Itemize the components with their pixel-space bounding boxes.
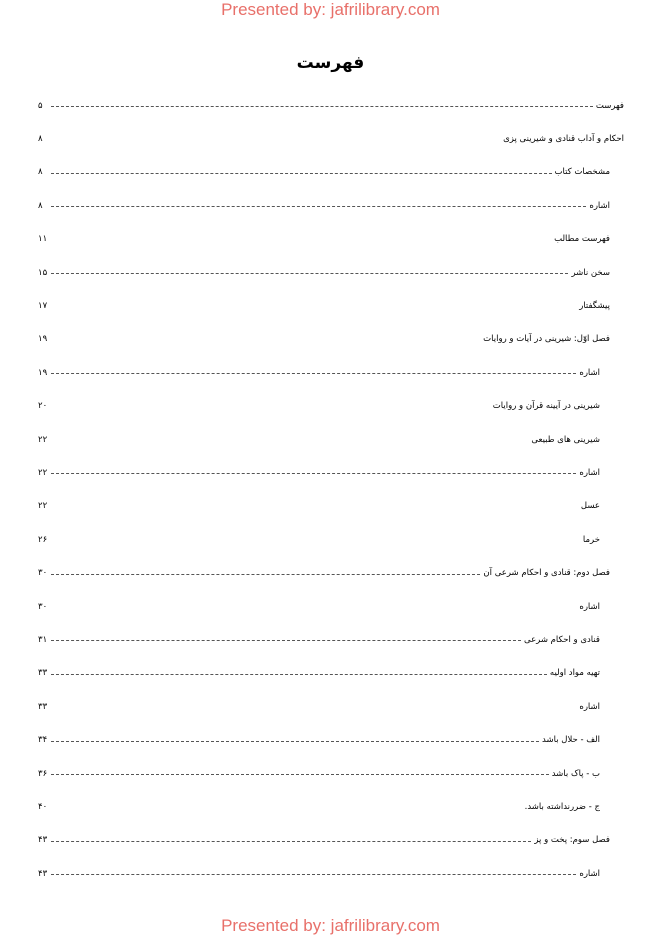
toc-page-number: ۳۶ [38,768,48,779]
toc-entry-label: فهرست مطالب [554,234,610,245]
toc-entry[interactable] [38,790,624,823]
toc-entry[interactable] [38,256,624,289]
toc-leader [51,774,549,775]
toc-entry-label: شیرینی های طبیعی [531,434,600,445]
toc-leader [51,173,552,174]
toc-page-number: ۲۲ [38,434,48,445]
toc-entry-label: شیرینی در آیینه قرآن و روایات [492,401,600,412]
toc-entry-label: فصل دوم: قنادی و احکام شرعی آن [483,568,610,579]
toc-entry-label: اشاره [579,467,600,478]
toc-entry-label: خرما [582,534,600,545]
watermark-top: Presented by: jafrilibrary.com [221,0,440,19]
toc-page-number: ۳۱ [38,634,48,645]
toc-entry[interactable] [38,590,624,623]
toc-entry-label: اشاره [579,601,600,612]
toc-page-number: ۳۰ [38,601,48,612]
toc-page-number: ۳۳ [38,701,48,712]
toc-page-number: ۳۳ [38,668,48,679]
toc-entry[interactable] [38,824,624,857]
toc-page-number: ۲۲ [38,501,48,512]
toc-entry[interactable] [38,390,624,423]
toc-page-number: ۲۲ [38,467,48,478]
toc-entry-label: احکام و آداب قنادی و شیرینی پزی [503,134,624,145]
toc-page-number: ۱۹ [38,367,48,378]
toc-entry[interactable] [38,657,624,690]
toc-leader [51,473,576,474]
toc-leader [51,574,480,575]
toc-entry[interactable] [38,690,624,723]
toc-page-number: ۸ [38,200,43,211]
toc-leader [51,640,521,641]
toc-leader [51,841,531,842]
toc-leader [51,373,576,374]
toc-entry[interactable] [38,356,624,389]
toc-entry-label: الف - حلال باشد [542,735,600,746]
toc-entry[interactable] [38,223,624,256]
toc-page-number: ۴۳ [38,868,48,879]
toc-entry-label: پیشگفتار [579,301,610,312]
toc-entry[interactable] [38,89,624,122]
toc-entry-label: ب - پاک باشد [551,768,600,779]
toc-leader [51,674,547,675]
toc-entry-label: تهیه مواد اولیه [549,668,600,679]
toc-leader [51,206,586,207]
toc-entry-label: اشاره [579,701,600,712]
table-of-contents [38,89,624,890]
toc-entry[interactable] [38,556,624,589]
page-title: فهرست [296,53,365,73]
toc-entry[interactable] [38,289,624,322]
toc-leader [51,874,576,875]
toc-entry[interactable] [38,122,624,155]
toc-entry[interactable] [38,857,624,890]
toc-page-number: ۸ [38,167,43,178]
toc-leader [51,273,568,274]
toc-entry-label: ج - ضررنداشته باشد. [524,801,600,812]
toc-page-number: ۴۳ [38,835,48,846]
toc-entry[interactable] [38,523,624,556]
watermark-bottom: Presented by: jafrilibrary.com [221,916,440,935]
toc-page-number: ۱۹ [38,334,48,345]
toc-entry[interactable] [38,323,624,356]
toc-entry-label: اشاره [579,367,600,378]
toc-page-number: ۱۱ [38,234,48,245]
toc-entry-label: مشخصات کتاب [554,167,610,178]
toc-page-number: ۲۰ [38,401,48,412]
toc-page-number: ۲۶ [38,534,48,545]
toc-entry[interactable] [38,423,624,456]
toc-leader [51,106,593,107]
toc-page-number: ۳۴ [38,735,48,746]
toc-page-number: ۱۷ [38,301,48,312]
toc-entry[interactable] [38,156,624,189]
toc-entry[interactable] [38,189,624,222]
toc-entry-label: سخن ناشر [571,267,610,278]
toc-page-number: ۴۰ [38,801,48,812]
toc-entry-label: اشاره [579,868,600,879]
toc-entry-label: عسل [580,501,600,512]
toc-entry-label: قنادی و احکام شرعی [524,634,600,645]
toc-leader [51,741,539,742]
toc-page-number: ۵ [38,100,43,111]
toc-entry-label: فصل اوّل: شیرینی در آیات و روایات [483,334,610,345]
toc-entry[interactable] [38,456,624,489]
toc-entry[interactable] [38,623,624,656]
toc-entry[interactable] [38,490,624,523]
toc-entry-label: اشاره [589,200,610,211]
toc-entry-label: فهرست [595,100,624,111]
toc-page-number: ۱۵ [38,267,48,278]
toc-page-number: ۳۰ [38,568,48,579]
toc-entry[interactable] [38,757,624,790]
toc-page-number: ۸ [38,134,43,145]
toc-entry[interactable] [38,723,624,756]
toc-entry-label: فصل سوم: پخت و پز [534,835,610,846]
